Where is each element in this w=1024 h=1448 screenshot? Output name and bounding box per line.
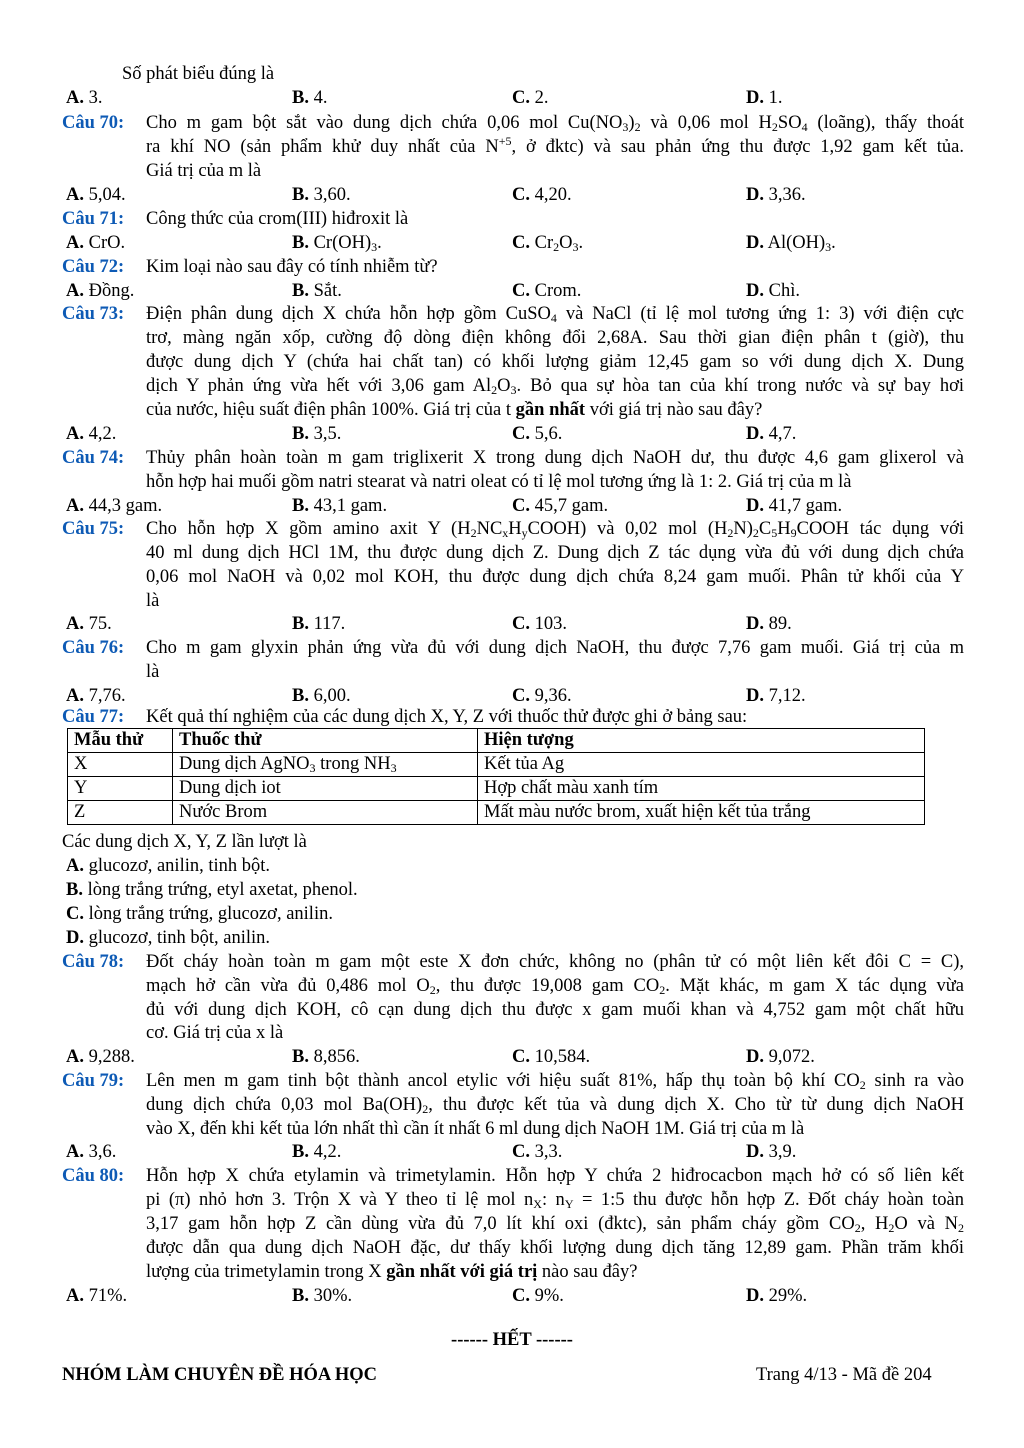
question-label: Câu 78: xyxy=(62,952,125,972)
option-b: B. 30%. xyxy=(292,1286,353,1306)
table-cell: X xyxy=(68,753,173,777)
table-cell: Nước Brom xyxy=(173,801,478,825)
end-mark: ------ HẾT ------ xyxy=(451,1330,573,1350)
results-table xyxy=(67,728,925,825)
table-row xyxy=(68,753,925,777)
option-a: A. 75. xyxy=(66,614,112,634)
option-d: D. Chì. xyxy=(746,281,800,301)
option-b: B. 117. xyxy=(292,614,346,634)
option-a: A. glucozơ, anilin, tinh bột. xyxy=(66,856,271,876)
question-text: Kim loại nào sau đây có tính nhiễm từ? xyxy=(146,257,438,277)
options-q73 xyxy=(66,422,966,446)
option-d: D. 29%. xyxy=(746,1286,808,1306)
option-c: C. 4,20. xyxy=(512,185,572,205)
question-text: đủ với dung dịch KOH, cô cạn dung dịch thu được x gam muối khan và 4,752 gam một chất hữu xyxy=(146,1000,964,1020)
table-row xyxy=(68,777,925,801)
option-d: D. $Al(OH)_3$. xyxy=(746,233,836,254)
footer-group-name: NHÓM LÀM CHUYÊN ĐỀ HÓA HỌC xyxy=(62,1365,378,1385)
options-prev xyxy=(66,86,966,110)
question-text: hỗn hợp hai muối gồm natri stearat và natri oleat có tỉ lệ mol tương ứng là 1: 2. Giá trị của m là xyxy=(146,472,852,492)
question-text: 40 ml dung dịch HCl 1M, thu được dung dịch Z. Dung dịch Z tác dụng vừa đủ với dung dịch chứa xyxy=(146,543,964,563)
option-c: C. 3,3. xyxy=(512,1142,563,1162)
option-a: A. 5,04. xyxy=(66,185,126,205)
question-text: lượng của trimetylamin trong X gần nhất với giá trị nào sau đây? xyxy=(146,1262,638,1282)
question-label: Câu 70: xyxy=(62,113,125,133)
question-label: Câu 73: xyxy=(62,304,125,324)
option-c: C. 9,36. xyxy=(512,686,572,706)
table-cell: Mất màu nước brom, xuất hiện kết tủa trắng xyxy=(478,801,925,825)
question-text: Điện phân dung dịch X chứa hỗn hợp gồm CuSO$_4$ và NaCl (tỉ lệ mol tương ứng 1: 3) với điện cực xyxy=(146,304,964,325)
option-d: D. glucozơ, tinh bột, anilin. xyxy=(66,928,271,948)
table-row xyxy=(68,801,925,825)
question-text: Công thức của crom(III) hiđroxit là xyxy=(146,209,409,229)
options-q71 xyxy=(66,231,966,255)
question-label: Câu 75: xyxy=(62,519,125,539)
question-text: Thủy phân hoàn toàn m gam triglixerit X trong dung dịch NaOH dư, thu được 4,6 gam glixerol và xyxy=(146,448,964,468)
table-header: Hiện tượng xyxy=(478,729,925,753)
option-b: B. lòng trắng trứng, etyl axetat, phenol. xyxy=(66,880,358,900)
option-a: A. 71%. xyxy=(66,1286,128,1306)
options-q75 xyxy=(66,612,966,636)
question-text: dịch Y phản ứng vừa hết với 3,06 gam $Al_2O_3$. Bỏ qua sự hòa tan của khí trong nước và sự bay hơi xyxy=(146,376,964,397)
option-c: C. lòng trắng trứng, glucozơ, anilin. xyxy=(66,904,333,924)
option-a: A. 9,288. xyxy=(66,1047,135,1067)
option-d: D. 1. xyxy=(746,88,783,108)
question-label: Câu 76: xyxy=(62,638,125,658)
question-text: Giá trị của m là xyxy=(146,161,262,181)
table-header: Mẫu thử xyxy=(68,729,173,753)
table-cell: Dung dịch iot xyxy=(173,777,478,801)
option-d: D. 41,7 gam. xyxy=(746,496,843,516)
question-text: Hỗn hợp X chứa etylamin và trimetylamin. Hỗn hợp Y chứa 2 hiđrocacbon mạch hở có số liên kết xyxy=(146,1166,964,1186)
question-intro: Số phát biểu đúng là xyxy=(122,64,275,84)
question-text: mạch hở cần vừa đủ 0,486 mol $O_2$, thu được 19,008 gam $CO_2$. Mặt khác, m gam X tác dụng vừa xyxy=(146,976,964,997)
footer-page-number: Trang 4/13 - Mã đề 204 xyxy=(756,1365,932,1385)
option-c: C. 5,6. xyxy=(512,424,563,444)
question-text: là xyxy=(146,591,160,611)
option-d: D. 4,7. xyxy=(746,424,797,444)
question-text: của nước, hiệu suất điện phân 100%. Giá trị của t gần nhất với giá trị nào sau đây? xyxy=(146,400,763,420)
question-label: Câu 77: xyxy=(62,707,125,727)
option-b: B. 3,60. xyxy=(292,185,351,205)
option-b: B. 4,2. xyxy=(292,1142,342,1162)
table-header-row xyxy=(68,729,925,753)
question-text: vào X, đến khi kết tủa lớn nhất thì cần ít nhất 6 ml dung dịch NaOH 1M. Giá trị của m là xyxy=(146,1119,805,1139)
option-c: C. 9%. xyxy=(512,1286,564,1306)
option-c: C. 10,584. xyxy=(512,1047,591,1067)
option-a: A. Đồng. xyxy=(66,281,135,301)
question-text: Lên men m gam tinh bột thành ancol etylic với hiệu suất 81%, hấp thụ toàn bộ khí $CO_2$ sinh ra vào xyxy=(146,1071,964,1092)
option-a: A. 44,3 gam. xyxy=(66,496,163,516)
option-d: D. 89. xyxy=(746,614,792,634)
option-d: D. 7,12. xyxy=(746,686,806,706)
option-b: B. 6,00. xyxy=(292,686,351,706)
option-a: A. 3,6. xyxy=(66,1142,117,1162)
option-a: A. 3. xyxy=(66,88,103,108)
question-text: Đốt cháy hoàn toàn m gam một este X đơn chức, không no (phân tử có một liên kết đôi C = C), xyxy=(146,952,964,972)
option-d: D. 3,36. xyxy=(746,185,806,205)
option-b: B. 8,856. xyxy=(292,1047,360,1067)
question-text: 3,17 gam hỗn hợp Z cần dùng vừa đủ 7,0 lít khí oxi (đktc), sản phẩm cháy gồm $CO_2$, $H_2O$ và $N_2$ xyxy=(146,1214,964,1235)
option-b: B. Sắt. xyxy=(292,281,342,301)
table-cell: Dung dịch AgNO$_3$ trong $NH_3$ xyxy=(173,753,478,777)
question-text: Các dung dịch X, Y, Z lần lượt là xyxy=(62,832,307,852)
options-q72 xyxy=(66,279,966,303)
table-cell: Z xyxy=(68,801,173,825)
option-c: C. 45,7 gam. xyxy=(512,496,609,516)
option-a: A. 7,76. xyxy=(66,686,126,706)
question-text: là xyxy=(146,662,160,682)
question-text: trơ, màng ngăn xốp, cường độ dòng điện không đổi 2,68A. Sau thời gian điện phân t (giờ), thu xyxy=(146,328,964,348)
option-d: D. 3,9. xyxy=(746,1142,797,1162)
question-label: Câu 74: xyxy=(62,448,125,468)
table-header: Thuốc thử xyxy=(173,729,478,753)
question-text: được dung dịch Y (chứa hai chất tan) có khối lượng giảm 12,45 gam so với dung dịch X. Dung xyxy=(146,352,964,372)
options-q80 xyxy=(66,1284,966,1308)
options-q70 xyxy=(66,183,966,207)
table-cell: Kết tủa Ag xyxy=(478,753,925,777)
table-cell: Hợp chất màu xanh tím xyxy=(478,777,925,801)
question-label: Câu 79: xyxy=(62,1071,125,1091)
option-d: D. 9,072. xyxy=(746,1047,815,1067)
question-text: Kết quả thí nghiệm của các dung dịch X, Y, Z với thuốc thử được ghi ở bảng sau: xyxy=(146,707,748,727)
option-a: A. 4,2. xyxy=(66,424,117,444)
question-text: cơ. Giá trị của x là xyxy=(146,1023,284,1043)
option-a: A. CrO. xyxy=(66,233,126,253)
question-label: Câu 72: xyxy=(62,257,125,277)
question-text: Cho m gam bột sắt vào dung dịch chứa 0,06 mol $Cu(NO_3)_2$ và 0,06 mol $H_2SO_4$ (loãng), thấy thoát xyxy=(146,113,964,134)
question-text: 0,06 mol NaOH và 0,02 mol KOH, thu được dung dịch chứa 8,24 gam muối. Phân tử khối của Y xyxy=(146,567,964,587)
option-c: C. $Cr_2O_3$. xyxy=(512,233,584,254)
question-text: ra khí NO (sản phẩm khử duy nhất của $N^{+5}$, ở đktc) và sau phản ứng thu được 1,92 gam kết tủa. xyxy=(146,134,964,157)
options-q74 xyxy=(66,494,966,518)
question-label: Câu 71: xyxy=(62,209,125,229)
question-text: Cho m gam glyxin phản ứng vừa đủ với dung dịch NaOH, thu được 7,76 gam muối. Giá trị của m xyxy=(146,638,964,658)
options-q78 xyxy=(66,1045,966,1069)
question-text: dung dịch chứa 0,03 mol $Ba(OH)_2$, thu được kết tủa và dung dịch X. Cho từ từ dung dịch NaOH xyxy=(146,1095,964,1116)
option-b: B. 43,1 gam. xyxy=(292,496,388,516)
table-cell: Y xyxy=(68,777,173,801)
option-b: B. $Cr(OH)_3$. xyxy=(292,233,382,254)
question-text: Cho hỗn hợp X gồm amino axit Y $(H_2NC_xH_yCOOH)$ và 0,02 mol $(H_2N)_2C_5H_9COOH$ tác dụng với xyxy=(146,519,964,540)
option-b: B. 3,5. xyxy=(292,424,342,444)
options-q79 xyxy=(66,1140,966,1164)
question-text: pi (π) nhỏ hơn 3. Trộn X và Y theo tỉ lệ mol $n_X$: $n_Y$ = 1:5 thu được hỗn hợp Z. Đốt cháy hoàn toàn xyxy=(146,1190,964,1211)
question-text: được dẫn qua dung dịch NaOH đặc, dư thấy khối lượng dung dịch tăng 12,89 gam. Phần trăm khối xyxy=(146,1238,964,1258)
option-c: C. 2. xyxy=(512,88,549,108)
question-label: Câu 80: xyxy=(62,1166,125,1186)
option-c: C. Crom. xyxy=(512,281,582,301)
option-c: C. 103. xyxy=(512,614,567,634)
option-b: B. 4. xyxy=(292,88,328,108)
